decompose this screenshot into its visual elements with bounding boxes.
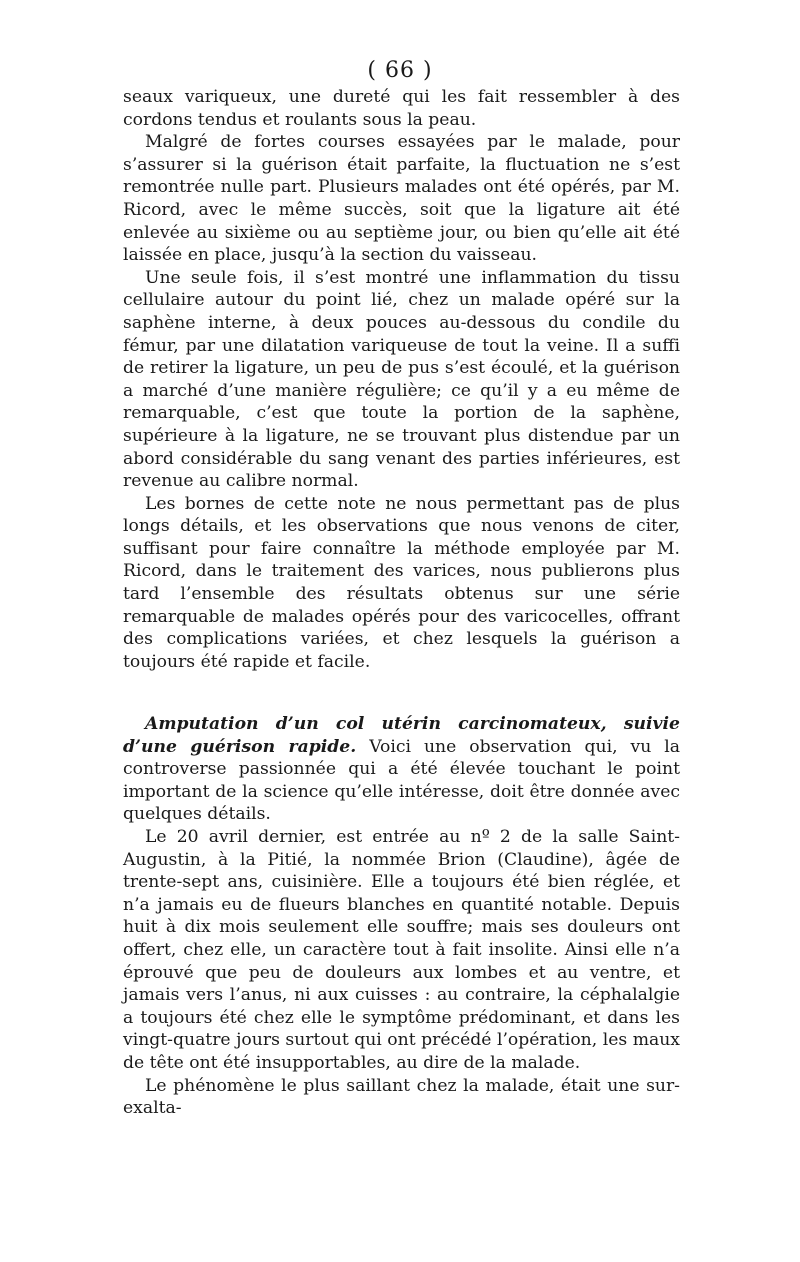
paragraph-phenomenon: Le phénomène le plus saillant chez la malade, était une sur-exalta- xyxy=(123,1075,680,1119)
paragraph-conclusion: Les bornes de cette note ne nous permettant pas de plus longs détails, et les observations que nous venons de citer, suffisant pour faire connaître la méthode employée par M. Ricord, dans le traitement des varices, nous publierons plus tard l’ensemble des résultats obtenus sur une série remarquable de malades opérés pour des varicocelles, offrant des complications variées, et chez lesquels la guérison a toujours été rapide et facile. xyxy=(123,493,680,672)
article-intro: Voici une observation qui, vu la controverse passionnée qui a été élevée touchant le point important de la science qu’elle intéresse, doit être donnée avec quelques détails. xyxy=(123,736,680,825)
paragraph-continuation: seaux variqueux, une dureté qui les fait ressembler à des cordons tendus et roulants sous la peau. xyxy=(123,87,680,130)
article-lead xyxy=(123,713,680,826)
text-block-article xyxy=(123,713,680,1120)
article-title: Amputation d’un col utérin carcinomateux, suivie d’une guérison rapide. xyxy=(123,714,680,757)
page-number: ( 66 ) xyxy=(367,58,433,83)
text-block-top xyxy=(123,86,680,673)
paragraph-inflammation: Une seule fois, il s’est montré une inflammation du tissu cellulaire autour du point lié, chez un malade opéré sur la saphène interne, à deux pouces au-dessous du condile du fémur, par une dilatation variqueuse de tout la veine. Il a suffi de retirer la ligature, un peu de pus s’est écoulé, et la guérison a marché d’une manière régulière; ce qu’il y a eu même de remarquable, c’est que toute la portion de la saphène, supérieure à la ligature, ne se trouvant plus distendue par un abord considérable du sang venant des parties inférieures, est revenue au calibre normal. xyxy=(123,267,680,492)
paragraph-case: Le 20 avril dernier, est entrée au nº 2 de la salle Saint-Augustin, à la Pitié, la nommée Brion (Claudine), âgée de trente-sept ans, cuisinière. Elle a toujours été bien réglée, et n’a jamais eu de flueurs blanches en quantité notable. Depuis huit à dix mois seulement elle souffre; mais ses douleurs ont offert, chez elle, un caractère tout à fait insolite. Ainsi elle n’a éprouvé que peu de douleurs aux lombes et au ventre, et jamais vers l’anus, ni aux cuisses : au contraire, la céphalalgie a toujours été chez elle le symptôme prédominant, et dans les vingt-quatre jours surtout qui ont précédé l’opération, les maux de tête ont été insupportables, au dire de la malade. xyxy=(123,826,680,1073)
paragraph-fluctuation: Malgré de fortes courses essayées par le malade, pour s’assurer si la guérison était parfaite, la fluctuation ne s’est remontrée nulle part. Plusieurs malades ont été opérés, par M. Ricord, avec le même succès, soit que la ligature ait été enlevée au sixième ou au septième jour, ou bien qu’elle ait été laissée en place, jusqu’à la section du vaisseau. xyxy=(123,132,680,266)
